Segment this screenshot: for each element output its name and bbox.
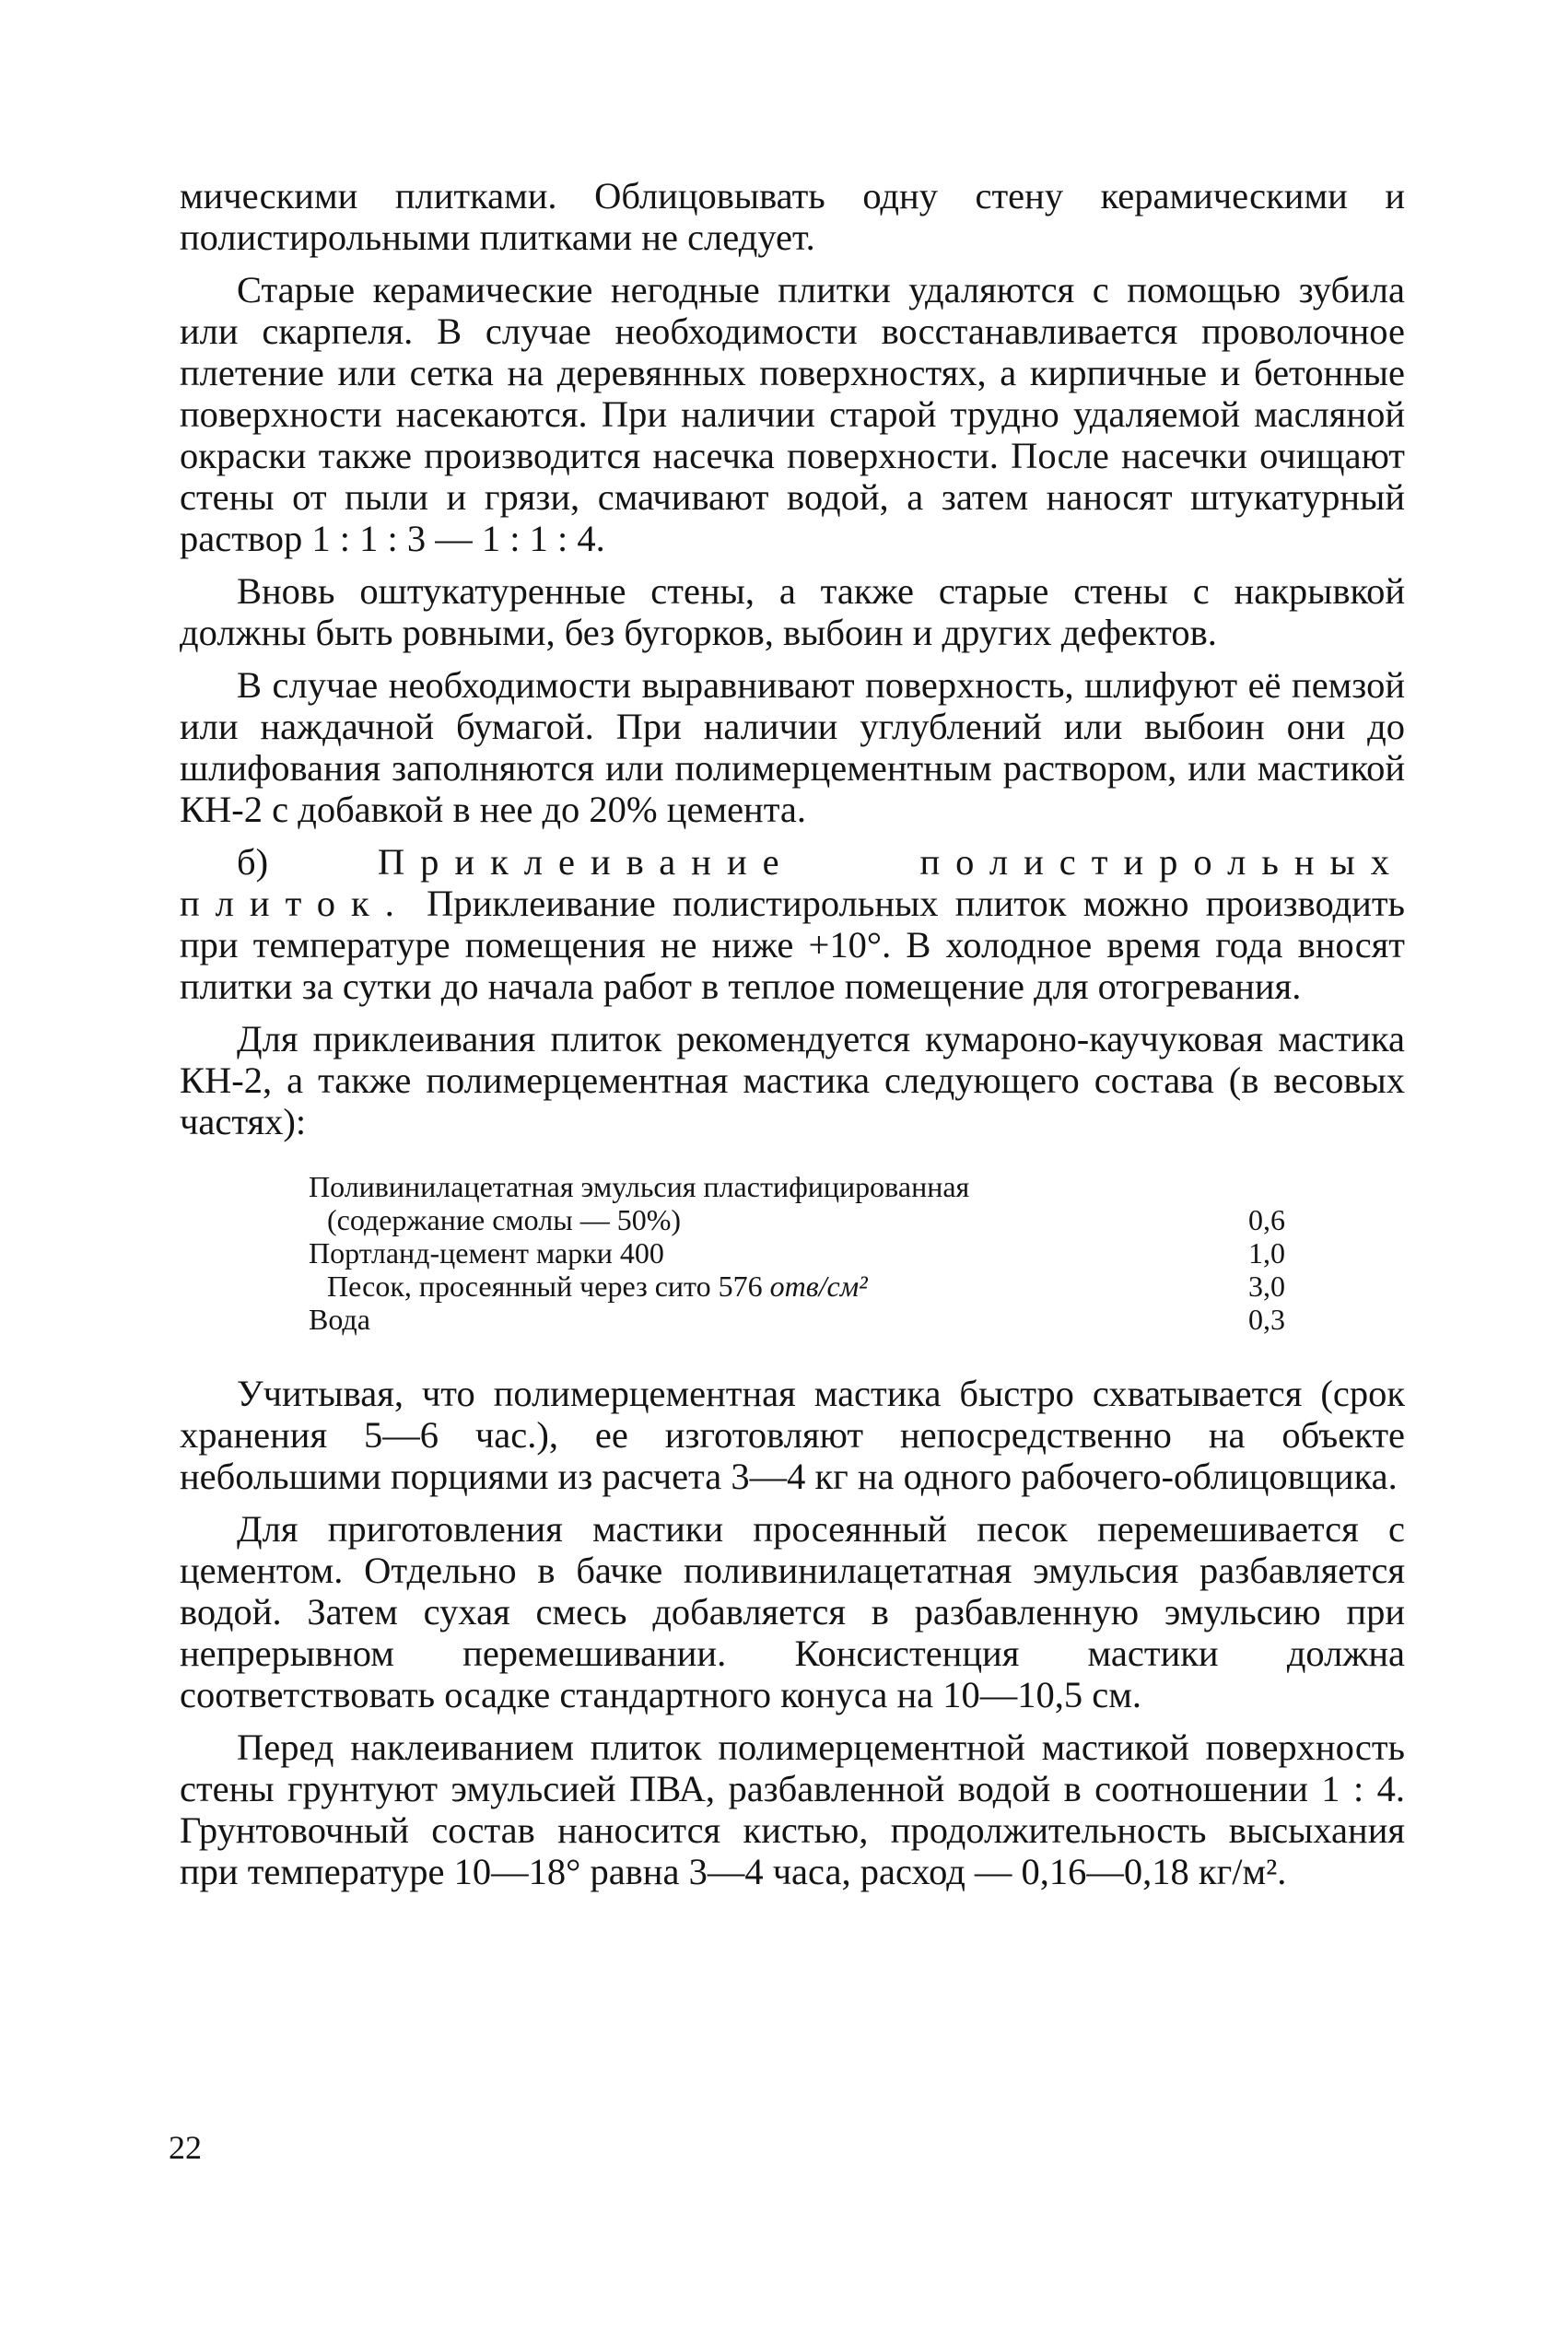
recipe-ingredient-value: 1,0	[1248, 1236, 1285, 1270]
section-b-text: Приклеивание полистирольных плиток можно производить при температуре помещения не ниже +10°. В холодное время года вносят плитки за сутки до начала работ в теплое помещение для отогревания.	[180, 883, 1405, 1007]
paragraph-old-tiles-removal: Старые керамические негодные плитки удаляются с помощью зубила или скарпеля. В случае необходимости восстанавливается проволочное плетение или сетка на деревянных поверхностях, а кирпичные и бетонные поверхности насекаются. При наличии старой трудно удаляемой масляной окраски также производится насечка поверхности. После насечки очищают стены от пыли и грязи, смачивают водой, а затем наносят штукатурный раствор 1 : 1 : 3 — 1 : 1 : 4.	[180, 269, 1405, 559]
recipe-row	[309, 1270, 1285, 1303]
recipe-ingredient-name: Вода	[309, 1303, 370, 1336]
section-b-title: Приклеивание полистирольных плиток.	[180, 841, 1405, 924]
paragraph-continuation: мическими плитками. Облицовывать одну стену керамическими и полистирольными плитками не следует.	[180, 175, 1405, 258]
recipe-row	[309, 1236, 1285, 1270]
paragraph-mastic-preparation: Учитывая, что полимерцементная мастика быстро схватывается (срок хранения 5—6 час.), ее изготовляют непосредственно на объекте небольшими порциями из расчета 3—4 кг на одного рабочего-облицовщика.	[180, 1373, 1405, 1497]
paragraph-surface-leveling: В случае необходимости выравнивают поверхность, шлифуют её пемзой или наждачной бумагой. При наличии углублений или выбоин они до шлифования заполняются или полимерцементным раствором, или мастикой КН-2 с добавкой в нее до 20% цемента.	[180, 664, 1405, 830]
mastic-recipe-table	[309, 1170, 1285, 1336]
recipe-ingredient-unit: отв/см²	[769, 1270, 868, 1303]
recipe-ingredient-name: Портланд-цемент марки 400	[309, 1236, 664, 1270]
recipe-ingredient-value: 3,0	[1248, 1270, 1285, 1303]
recipe-ingredient-value: 0,6	[1248, 1203, 1285, 1236]
recipe-row	[309, 1170, 1285, 1203]
paragraph-mixing-procedure: Для приготовления мастики просеянный песок перемешивается с цементом. Отдельно в бачке поливинилацетатная эмульсия разбавляется водой. Затем сухая смесь добавляется в разбавленную эмульсию при непрерывном перемешивании. Консистенция мастики должна соответствовать осадке стандартного конуса на 10—10,5 см.	[180, 1508, 1405, 1715]
paragraph-mastic-intro: Для приклеивания плиток рекомендуется кумароно-каучуковая мастика КН-2, а также полимерцементная мастика следующего состава (в весовых частях):	[180, 1018, 1405, 1142]
page-number: 22	[169, 2129, 202, 2166]
recipe-row	[309, 1203, 1285, 1236]
recipe-ingredient-name: (содержание смолы — 50%)	[327, 1203, 681, 1236]
recipe-row	[309, 1303, 1285, 1336]
recipe-ingredient-name	[309, 1270, 868, 1303]
recipe-ingredient-name-text: Песок, просеянный через сито 576	[327, 1270, 770, 1303]
recipe-ingredient-value: 0,3	[1248, 1303, 1285, 1336]
paragraph-plastered-walls: Вновь оштукатуренные стены, а также старые стены с накрывкой должны быть ровными, без бугорков, выбоин и других дефектов.	[180, 570, 1405, 653]
page-body	[180, 175, 1405, 1903]
recipe-ingredient-name: Поливинилацетатная эмульсия пластифицированная	[309, 1170, 970, 1203]
paragraph-priming: Перед наклеиванием плиток полимерцементной мастикой поверхность стены грунтуют эмульсией ПВА, разбавленной водой в соотношении 1 : 4. Грунтовочный состав наносится кистью, продолжительность высыхания при температуре 10—18° равна 3—4 часа, расход — 0,16—0,18 кг/м².	[180, 1726, 1405, 1892]
section-b-label: б)	[237, 841, 269, 883]
section-b-heading-paragraph	[180, 841, 1405, 1007]
